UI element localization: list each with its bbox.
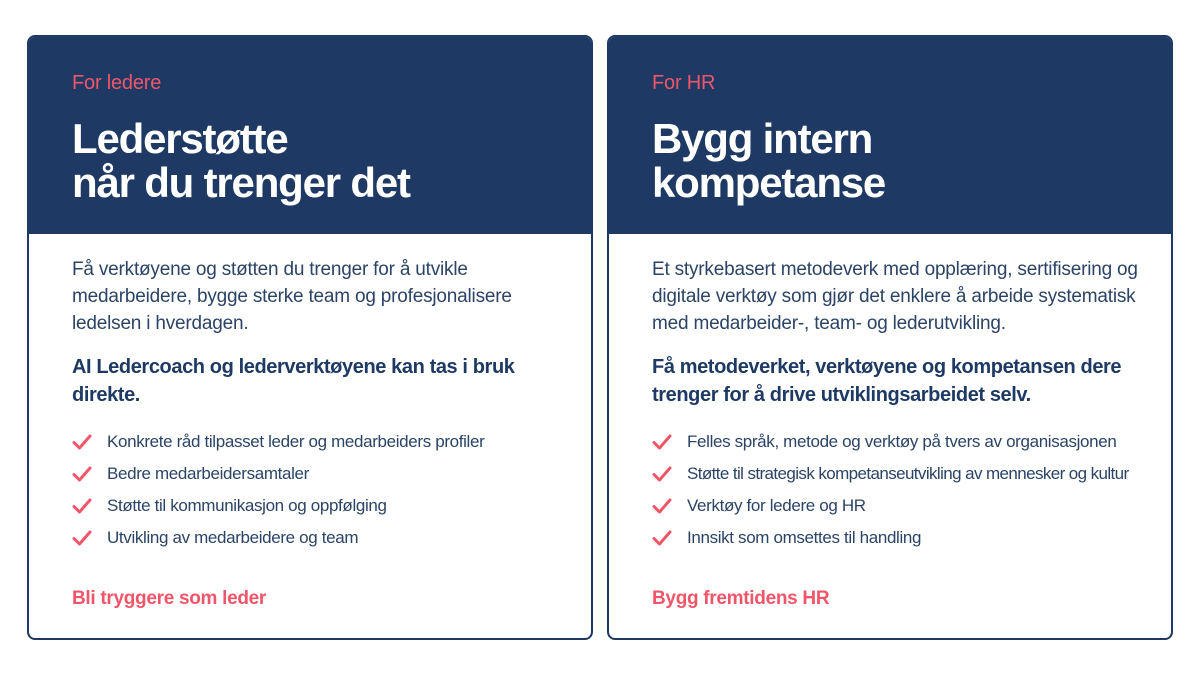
- list-item-text: Utvikling av medarbeidere og team: [107, 528, 359, 547]
- card-header: [609, 37, 1171, 234]
- list-item: [652, 426, 1141, 458]
- list-item: [72, 490, 561, 522]
- card-eyebrow: For HR: [652, 72, 716, 94]
- card-body: [29, 234, 591, 554]
- card-title-line: Lederstøtte: [72, 115, 288, 162]
- list-item-text: Konkrete råd tilpasset leder og medarbeiders profiler: [107, 432, 485, 451]
- list-item: [652, 490, 1141, 522]
- list-item: [72, 426, 561, 458]
- card-lead: Få metodeverket, verktøyene og kompetansen dere trenger for å drive utviklingsarbeidet selv.: [652, 356, 1122, 406]
- card-for-hr: [607, 35, 1173, 640]
- card-title-line: kompetanse: [652, 159, 886, 206]
- card-description: Få verktøyene og støtten du trenger for å utvikle medarbeidere, bygge sterke team og profesjonalisere ledelsen i hverdagen.: [72, 259, 512, 334]
- card-body: [609, 234, 1171, 554]
- check-icon: [651, 463, 673, 485]
- list-item-text: Verktøy for ledere og HR: [687, 496, 866, 515]
- list-item-text: Innsikt som omsettes til handling: [687, 528, 922, 547]
- check-icon: [71, 431, 93, 453]
- card-eyebrow: For ledere: [72, 72, 162, 94]
- card-title-line: når du trenger det: [72, 159, 410, 206]
- check-icon: [651, 431, 673, 453]
- card-description: Et styrkebasert metodeverk med opplæring, sertifisering og digitale verktøy som gjør det enklere å arbeide systematisk med medarbeider-, team- og lederutvikling.: [652, 259, 1138, 334]
- list-item-text: Bedre medarbeidersamtaler: [107, 464, 309, 483]
- cta-link[interactable]: Bygg fremtidens HR: [652, 588, 830, 609]
- list-item: [72, 522, 561, 554]
- list-item-text: Støtte til kommunikasjon og oppfølging: [107, 496, 387, 515]
- card-title: [652, 117, 1171, 205]
- list-item-text: Støtte til strategisk kompetanseutvikling av mennesker og kultur: [687, 464, 1129, 483]
- check-icon: [651, 527, 673, 549]
- card-for-leaders: [27, 35, 593, 640]
- list-item: [652, 522, 1141, 554]
- card-title-line: Bygg intern: [652, 115, 873, 162]
- check-icon: [71, 527, 93, 549]
- card-header: [29, 37, 591, 234]
- list-item: [72, 458, 561, 490]
- list-item-text: Felles språk, metode og verktøy på tvers av organisasjonen: [687, 432, 1117, 451]
- benefit-list: [72, 426, 561, 554]
- cta-link[interactable]: Bli tryggere som leder: [72, 588, 267, 609]
- card-lead: AI Ledercoach og lederverktøyene kan tas i bruk direkte.: [72, 356, 515, 406]
- benefit-list: [652, 426, 1141, 554]
- card-title: [72, 117, 591, 205]
- check-icon: [71, 463, 93, 485]
- check-icon: [71, 495, 93, 517]
- check-icon: [651, 495, 673, 517]
- list-item: [652, 458, 1141, 490]
